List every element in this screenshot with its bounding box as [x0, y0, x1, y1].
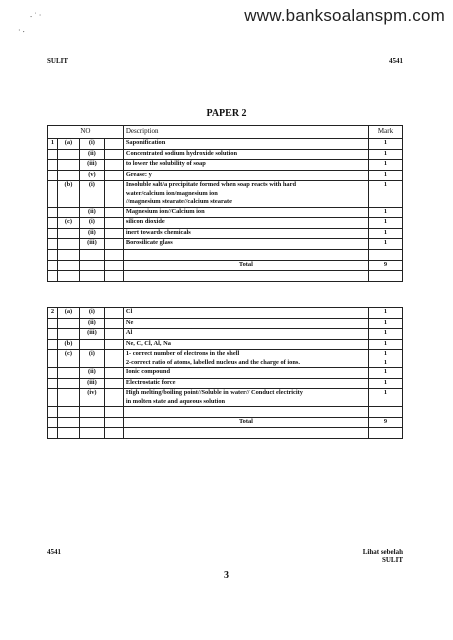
question-part [57, 378, 79, 389]
answer-line: Concentrated sodium hydroxide solution [125, 149, 238, 157]
marking-table-1 [47, 125, 403, 282]
spacer-cell [104, 181, 123, 207]
spacer-cell [104, 239, 123, 250]
spacer-cell [104, 207, 123, 218]
spacer-cell [104, 160, 123, 171]
answer-mark: 1 [369, 329, 403, 340]
answer-line: 1- correct number of electrons in the shell [125, 350, 240, 358]
answer-description [123, 218, 368, 229]
question-part: (b) [57, 181, 79, 207]
question-number [48, 239, 58, 250]
answer-mark: 1 [369, 368, 403, 379]
table-row [48, 218, 403, 229]
table-row [48, 181, 403, 207]
spacer-cell [104, 170, 123, 181]
question-part: (c) [57, 350, 79, 368]
question-part [57, 160, 79, 171]
empty-cell [123, 428, 368, 439]
empty-cell [123, 249, 368, 260]
answer-description [123, 378, 368, 389]
answer-line: Saponification [125, 139, 166, 146]
empty-cell [79, 260, 104, 271]
table-row [48, 139, 403, 150]
answer-mark: 1 [369, 139, 403, 150]
question-subpart: (ii) [79, 149, 104, 160]
answer-line: Ionic compound [125, 368, 171, 376]
table-row [48, 350, 403, 368]
scan-marks: · ⸳ [18, 26, 25, 35]
empty-cell [104, 260, 123, 271]
question-number [48, 378, 58, 389]
question-number [48, 318, 58, 329]
empty-cell [48, 417, 58, 428]
answer-mark: 1 [369, 160, 403, 171]
question-number [48, 228, 58, 239]
answer-line: inert towards chemicals [125, 228, 191, 236]
header-left: SULIT [47, 57, 69, 65]
total-row [48, 260, 403, 271]
footer-left: 4541 [47, 548, 61, 556]
empty-cell [79, 271, 104, 282]
answer-line: Al [125, 329, 133, 337]
question-number [48, 339, 58, 350]
answer-line: to lower the solubility of soap [125, 160, 206, 168]
answer-line: Ne, C, Cl, Al, Na [125, 339, 171, 347]
answer-line: silicon dioxide [125, 218, 165, 226]
question-subpart: (iv) [79, 389, 104, 407]
question-number [48, 329, 58, 340]
empty-row [48, 407, 403, 418]
spacer-cell [104, 378, 123, 389]
scan-marks: ⸳ ˙ · [30, 11, 42, 20]
empty-cell [79, 417, 104, 428]
table-row [48, 368, 403, 379]
footer-right [363, 548, 403, 564]
col-header-description: Description [123, 126, 368, 139]
question-subpart: (i) [79, 218, 104, 229]
empty-cell [104, 271, 123, 282]
answer-description [123, 329, 368, 340]
answer-description [123, 160, 368, 171]
total-mark: 9 [369, 417, 403, 428]
empty-cell [48, 407, 58, 418]
answer-description [123, 339, 368, 350]
page-title: PAPER 2 [206, 108, 247, 119]
answer-mark: 1 [369, 378, 403, 389]
total-row [48, 417, 403, 428]
answer-mark: 1 [369, 389, 403, 407]
answer-line: Grease: y [125, 170, 152, 178]
answer-mark: 1 [369, 170, 403, 181]
answer-description [123, 368, 368, 379]
table-header-row [48, 126, 403, 139]
spacer-cell [104, 339, 123, 350]
answer-mark: 1 [369, 218, 403, 229]
answer-mark: 1 [369, 228, 403, 239]
spacer-cell [104, 218, 123, 229]
empty-cell [48, 249, 58, 260]
empty-cell [104, 417, 123, 428]
table-row [48, 339, 403, 350]
question-part [57, 389, 79, 407]
question-number [48, 368, 58, 379]
answer-description [123, 308, 368, 319]
site-watermark: www.banksoalanspm.com [244, 6, 445, 25]
empty-cell [57, 260, 79, 271]
spacer-cell [104, 228, 123, 239]
empty-cell [104, 249, 123, 260]
table-row [48, 228, 403, 239]
answer-mark: 1 [369, 149, 403, 160]
spacer-cell [104, 308, 123, 319]
question-subpart: (iii) [79, 160, 104, 171]
answer-line: Insoluble salt/a precipitate formed when soap reacts with hard [125, 181, 297, 189]
empty-cell [57, 417, 79, 428]
answer-description [123, 350, 368, 368]
answer-line: Borosilicate glass [125, 239, 173, 247]
answer-line: High melting/boiling point//Soluble in water// Conduct electricity [125, 389, 303, 397]
answer-mark: 1 [369, 308, 403, 319]
question-subpart: (ii) [79, 368, 104, 379]
answer-line: Ne [125, 318, 134, 326]
answer-line: water/calcium ion/magnesium ion [125, 189, 218, 197]
answer-mark: 1 [369, 207, 403, 218]
answer-description [123, 181, 368, 207]
question-subpart: (ii) [79, 228, 104, 239]
answer-description [123, 207, 368, 218]
table-row [48, 170, 403, 181]
empty-cell [79, 428, 104, 439]
empty-cell [57, 407, 79, 418]
spacer-cell [104, 389, 123, 407]
question-number: 2 [48, 308, 58, 319]
header-right: 4541 [389, 57, 403, 65]
question-part [57, 239, 79, 250]
answer-line: Cl [125, 308, 133, 315]
table-row [48, 329, 403, 340]
answer-description [123, 389, 368, 407]
empty-cell [57, 271, 79, 282]
question-subpart: (ii) [79, 207, 104, 218]
question-number [48, 207, 58, 218]
question-part: (a) [57, 139, 79, 150]
empty-cell [48, 271, 58, 282]
question-number [48, 160, 58, 171]
empty-row [48, 249, 403, 260]
spacer-cell [104, 329, 123, 340]
empty-cell [369, 428, 403, 439]
table-row [48, 207, 403, 218]
answer-mark: 1 1 [369, 350, 403, 368]
spacer-cell [104, 318, 123, 329]
spacer-cell [104, 350, 123, 368]
answer-line: Electrostatic force [125, 378, 176, 386]
answer-line: in molten state and aqueous solution [125, 397, 226, 405]
question-part [57, 368, 79, 379]
question-part: (b) [57, 339, 79, 350]
answer-line: 2-correct ratio of atoms, labelled nucleus and the charge of ions. [125, 358, 301, 366]
question-part [57, 170, 79, 181]
table-row [48, 149, 403, 160]
empty-cell [123, 407, 368, 418]
question-subpart: (ii) [79, 318, 104, 329]
marking-table-2 [47, 307, 403, 439]
col-header-mark: Mark [369, 126, 403, 139]
col-header-no: NO [48, 126, 124, 139]
question-number: 1 [48, 139, 58, 150]
question-number [48, 149, 58, 160]
table-row [48, 318, 403, 329]
spacer-cell [104, 368, 123, 379]
table-row [48, 378, 403, 389]
page-number: 3 [224, 570, 229, 581]
table-row [48, 160, 403, 171]
answer-description [123, 149, 368, 160]
question-part [57, 228, 79, 239]
answer-description [123, 228, 368, 239]
empty-cell [48, 260, 58, 271]
question-subpart [79, 339, 104, 350]
empty-cell [369, 249, 403, 260]
question-part [57, 318, 79, 329]
question-subpart: (i) [79, 308, 104, 319]
question-subpart: (i) [79, 181, 104, 207]
spacer-cell [104, 149, 123, 160]
table-row [48, 308, 403, 319]
answer-description [123, 239, 368, 250]
empty-cell [57, 428, 79, 439]
question-subpart: (v) [79, 170, 104, 181]
table-row [48, 239, 403, 250]
total-label: Total [123, 260, 368, 271]
question-number [48, 181, 58, 207]
question-part: (c) [57, 218, 79, 229]
answer-description [123, 170, 368, 181]
question-number [48, 389, 58, 407]
empty-cell [104, 428, 123, 439]
empty-cell [79, 249, 104, 260]
question-number [48, 170, 58, 181]
answer-description [123, 139, 368, 150]
question-part [57, 329, 79, 340]
question-part [57, 207, 79, 218]
empty-cell [123, 271, 368, 282]
empty-cell [369, 407, 403, 418]
answer-description [123, 318, 368, 329]
spacer-cell [104, 139, 123, 150]
question-part [57, 149, 79, 160]
question-subpart: (iii) [79, 329, 104, 340]
question-subpart: (i) [79, 139, 104, 150]
answer-mark: 1 [369, 318, 403, 329]
empty-cell [79, 407, 104, 418]
footer-right-line1: Lihat sebelah [362, 548, 403, 556]
question-subpart: (i) [79, 350, 104, 368]
question-subpart: (iii) [79, 239, 104, 250]
empty-row [48, 428, 403, 439]
answer-mark: 1 [369, 339, 403, 350]
question-number [48, 218, 58, 229]
total-label: Total [123, 417, 368, 428]
answer-mark: 1 [369, 181, 403, 207]
empty-row [48, 271, 403, 282]
answer-mark: 1 [369, 239, 403, 250]
empty-cell [48, 428, 58, 439]
answer-line: //magnesium stearate//calcium stearate [125, 198, 232, 206]
empty-cell [104, 407, 123, 418]
question-part: (a) [57, 308, 79, 319]
footer-right-line2: SULIT [381, 556, 403, 564]
answer-line: Magnesium ion//Calcium ion [125, 207, 205, 215]
question-subpart: (iii) [79, 378, 104, 389]
empty-cell [57, 249, 79, 260]
empty-cell [369, 271, 403, 282]
total-mark: 9 [369, 260, 403, 271]
table-row [48, 389, 403, 407]
question-number [48, 350, 58, 368]
